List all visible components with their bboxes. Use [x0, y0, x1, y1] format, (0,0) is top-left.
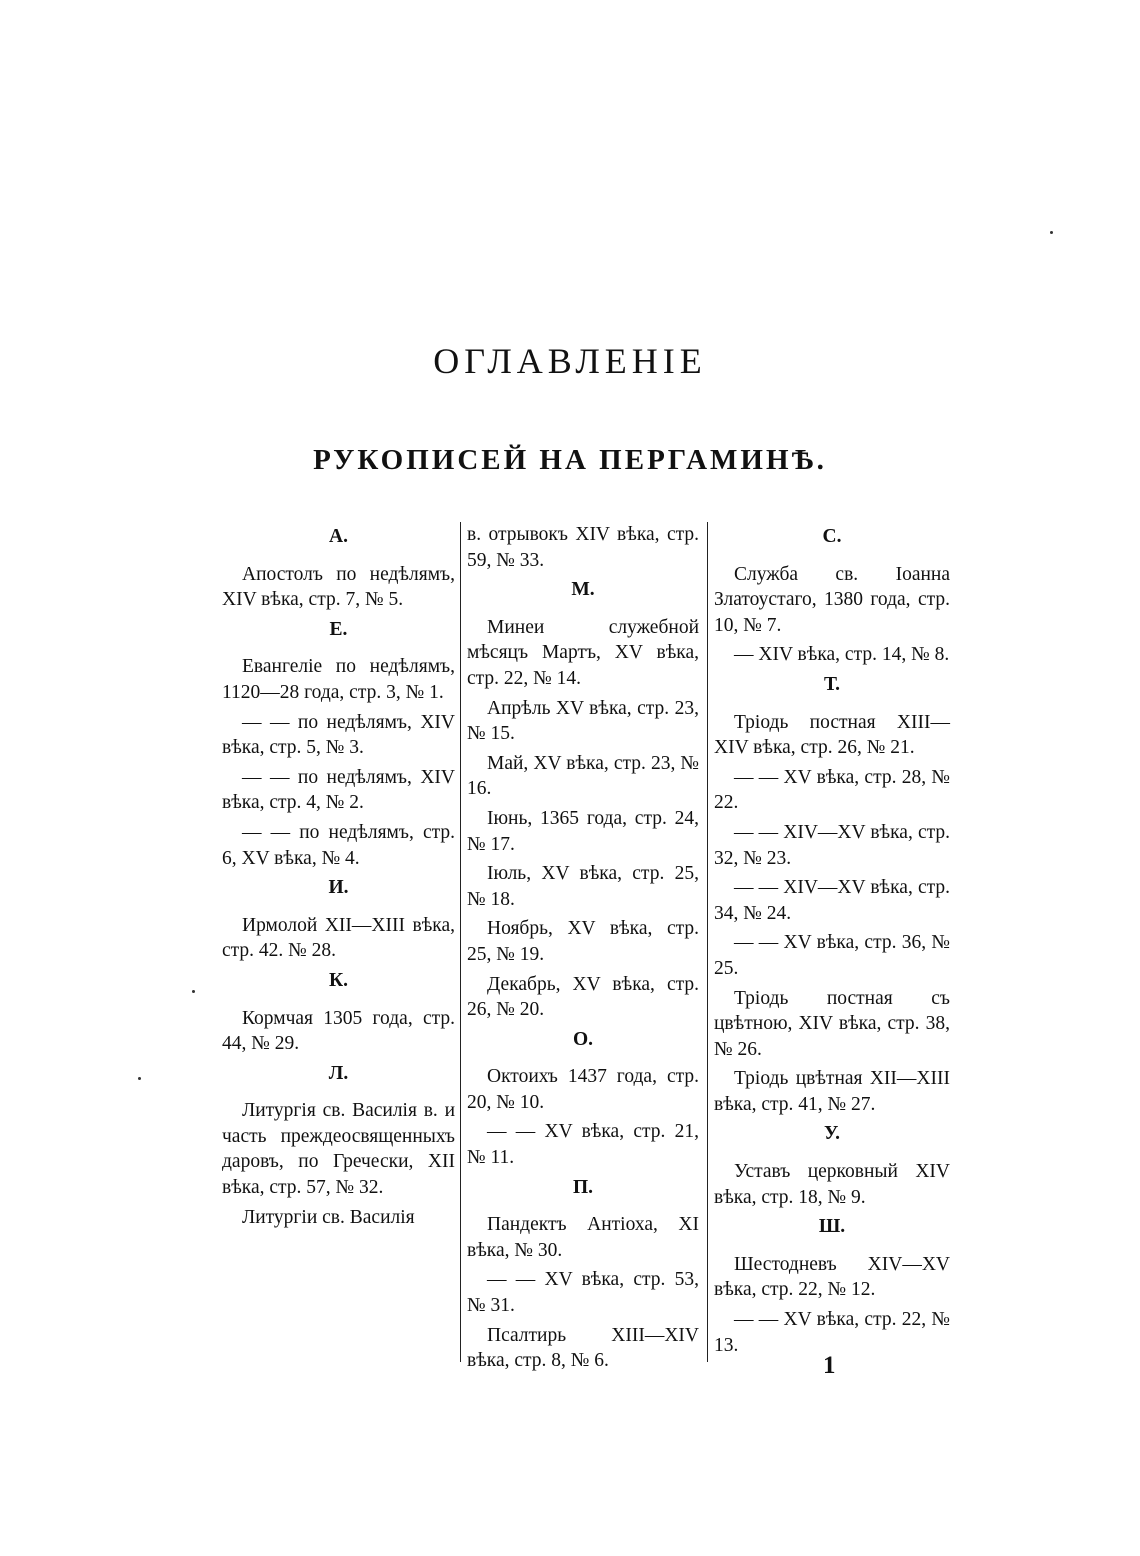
index-entry: Служба св. Іоанна Златоустаго, 1380 года, стр. 10, № 7. — [714, 563, 950, 636]
index-column-2 — [467, 522, 699, 1378]
index-entry-continuation: в. отрывокъ XIV вѣка, стр. 59, № 33. — [467, 524, 699, 571]
section-letter: К. — [328, 969, 348, 991]
index-entry: Тріодь постная съ цвѣтною, XIV вѣка, стр. 38, № 26. — [714, 987, 950, 1060]
index-entry: — — XV вѣка, стр. 53, № 31. — [467, 1269, 699, 1317]
section-letter: Ш. — [818, 1216, 846, 1238]
index-entry: Апрѣль XV вѣка, стр. 23, № 15. — [467, 697, 699, 745]
index-entry: Псалтирь XIII—XIV вѣка, стр. 8, № 6. — [467, 1324, 699, 1372]
index-entry: Литургіи св. Василія — [242, 1206, 415, 1228]
index-entry: — — XIV—XV вѣка, стр. 34, № 24. — [714, 877, 950, 924]
section-letter: С. — [822, 526, 842, 547]
page-title: ОГЛАВЛЕНІЕ — [433, 341, 707, 381]
print-speck — [192, 990, 195, 993]
index-entry: — XIV вѣка, стр. 14, № 8. — [734, 644, 950, 666]
index-entry: Іюнь, 1365 года, стр. 24, № 17. — [467, 807, 699, 855]
index-column-1 — [222, 522, 455, 1234]
section-letter: П. — [572, 1176, 594, 1198]
index-entry: Декабрь, XV вѣка, стр. 26, № 20. — [467, 973, 699, 1021]
index-column-3 — [714, 522, 950, 1362]
print-speck — [1050, 231, 1053, 234]
index-entry: — — XIV—XV вѣка, стр. 32, № 23. — [714, 821, 950, 869]
column-divider — [460, 522, 461, 1362]
section-letter: М. — [571, 579, 595, 601]
index-entry: Уставъ церковный XIV вѣка, стр. 18, № 9. — [714, 1161, 950, 1208]
index-entry: — — по недѣлямъ, XIV вѣка, стр. 5, № 3. — [222, 711, 455, 759]
index-entry: — — XV вѣка, стр. 21, № 11. — [467, 1121, 699, 1169]
section-letter: А. — [329, 526, 348, 547]
print-speck — [138, 1077, 141, 1080]
index-entry: Ноябрь, XV вѣка, стр. 25, № 19. — [467, 918, 699, 965]
section-letter: Т. — [824, 673, 840, 695]
section-letter: И. — [328, 877, 349, 899]
index-entry: — — по недѣлямъ, XIV вѣка, стр. 4, № 2. — [222, 766, 455, 814]
index-entry: Литургія св. Василія в. и часть преждеосвященныхъ даровъ, по Гречески, XII вѣка, стр. 57, № 32. — [222, 1100, 455, 1199]
index-entry: Апостолъ по недѣлямъ, XIV вѣка, стр. 7, № 5. — [222, 563, 455, 611]
page-subtitle: РУКОПИСЕЙ НА ПЕРГАМИНѢ. — [313, 444, 827, 476]
index-entry: — — по недѣлямъ, стр. 6, XV вѣка, № 4. — [222, 821, 455, 869]
index-entry: — — XV вѣка, стр. 22, № 13. — [714, 1309, 950, 1356]
index-entry: — — XV вѣка, стр. 36, № 25. — [714, 932, 950, 979]
section-letter: Л. — [328, 1062, 349, 1084]
index-entry: Пандектъ Антіоха, XI вѣка, № 30. — [467, 1214, 699, 1261]
index-entry: Ирмолой XII—XIII вѣка, стр. 42. № 28. — [222, 914, 455, 962]
index-entry: Іюль, XV вѣка, стр. 25, № 18. — [467, 863, 699, 910]
section-letter: У. — [823, 1123, 840, 1145]
index-entry: Шестодневъ XIV—XV вѣка, стр. 22, № 12. — [714, 1253, 950, 1301]
index-entry: Минеи служебной мѣсяцъ Мартъ, XV вѣка, стр. 22, № 14. — [467, 616, 699, 689]
index-entry: Евангеліе по недѣлямъ, 1120—28 года, стр. 3, № 1. — [222, 656, 455, 703]
index-entry: — — XV вѣка, стр. 28, № 22. — [714, 766, 950, 814]
index-entry: Май, XV вѣка, стр. 23, № 16. — [467, 752, 699, 800]
index-entry: Кормчая 1305 года, стр. 44, № 29. — [222, 1007, 455, 1055]
index-entry: Октоихъ 1437 года, стр. 20, № 10. — [467, 1066, 699, 1113]
page-number: 1 — [823, 1352, 836, 1379]
index-entry: Тріодь постная XIII—XIV вѣка, стр. 26, № 21. — [714, 711, 950, 759]
section-letter: Е. — [329, 618, 348, 640]
index-entry: Тріодь цвѣтная XII—XIII вѣка, стр. 41, № 27. — [714, 1068, 950, 1115]
section-letter: О. — [572, 1028, 594, 1050]
column-divider — [707, 522, 708, 1362]
